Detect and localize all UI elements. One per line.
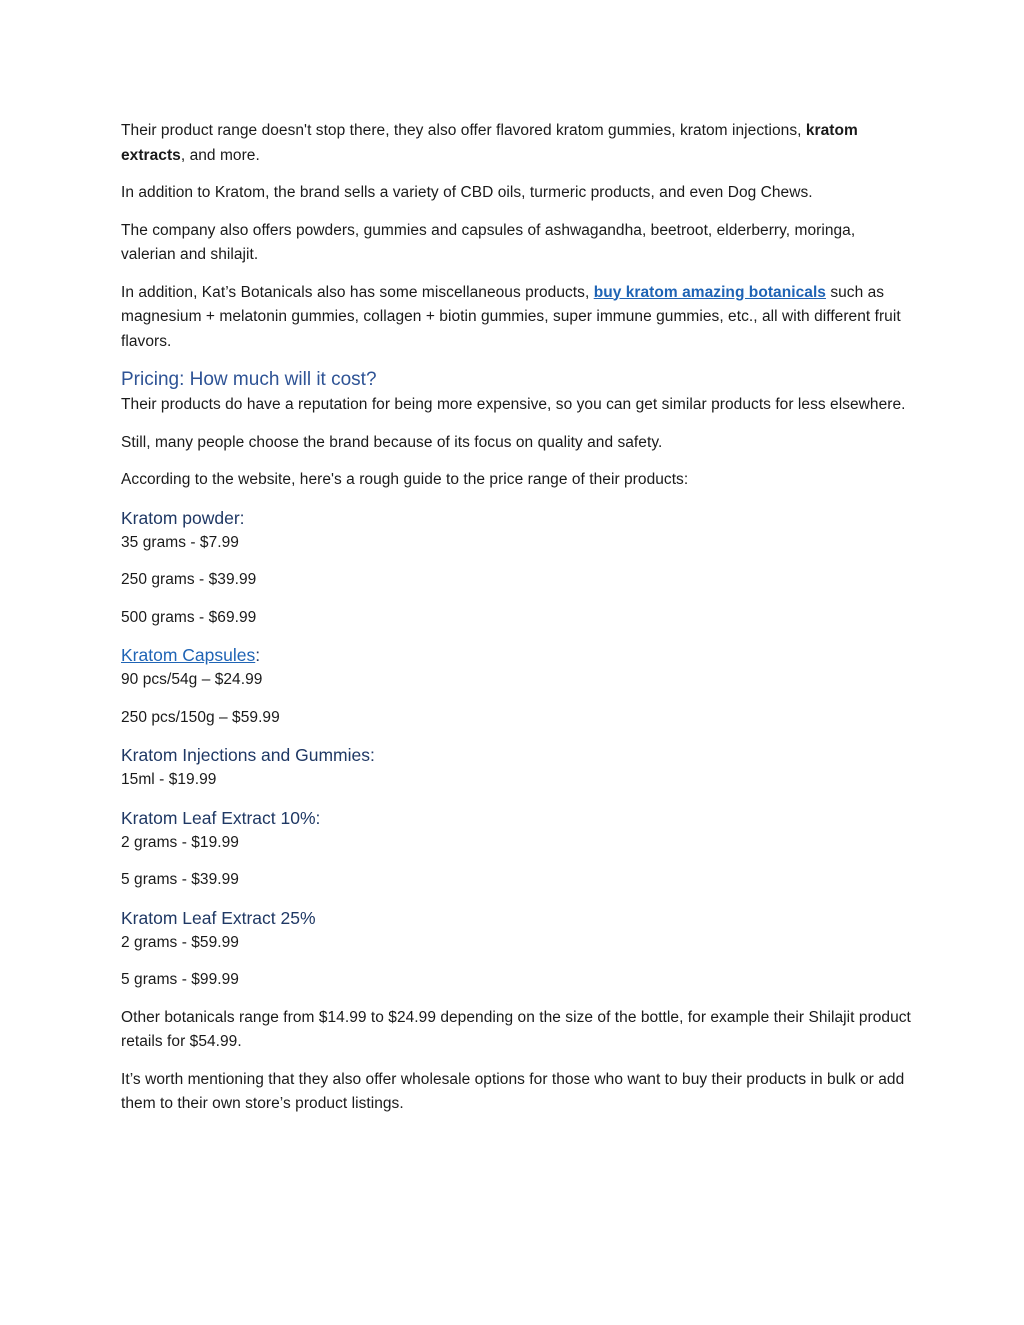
price-item: 2 grams - $19.99 (121, 833, 239, 851)
price-item: 250 pcs/150g – $59.99 (121, 708, 280, 726)
intro-paragraph-3: The company also offers powders, gummies and capsules of ashwagandha, beetroot, elderberry, moringa, valerian and shilajit. (121, 221, 856, 263)
document-page (121, 119, 911, 1130)
kratom-extract-10-heading: Kratom Leaf Extract 10%: (121, 807, 321, 828)
intro-text-4a: In addition, Kat’s Botanicals also has some miscellaneous products, (121, 283, 594, 301)
price-item: 15ml - $19.99 (121, 771, 217, 788)
buy-kratom-link[interactable]: buy kratom amazing botanicals (593, 283, 826, 301)
intro-paragraph-1 (121, 119, 911, 168)
price-item: 5 grams - $99.99 (121, 971, 239, 988)
intro-text-4b: such as magnesium + melatonin gummies, collagen + biotin gummies, super immune gummies, etc., all with different fruit flavors. (121, 283, 901, 350)
kratom-injections-heading: Kratom Injections and Gummies: (121, 745, 375, 765)
pricing-heading: Pricing: How much will it cost? (121, 369, 377, 390)
intro-text-1a: Their product range doesn't stop there, they also offer flavored kratom gummies, kratom injections, (121, 122, 806, 139)
kratom-extracts-bold: kratom extracts (121, 122, 858, 164)
price-item: 90 pcs/54g – $24.99 (121, 671, 263, 688)
closing-paragraph-1: Other botanicals range from $14.99 to $24.99 depending on the size of the bottle, for example their Shilajit product retails for $54.99. (121, 1008, 911, 1050)
kratom-powder-heading: Kratom powder: (121, 507, 245, 528)
price-item: 35 grams - $7.99 (121, 533, 239, 551)
intro-paragraph-2: In addition to Kratom, the brand sells a variety of CBD oils, turmeric products, and even Dog Chews. (121, 184, 813, 201)
intro-text-1b: , and more. (180, 146, 260, 164)
price-item: 2 grams - $59.99 (121, 933, 239, 951)
price-item: 500 grams - $69.99 (121, 608, 257, 626)
pricing-paragraph-2: Still, many people choose the brand because of its focus on quality and safety. (121, 433, 663, 451)
kratom-capsules-heading (121, 643, 911, 668)
kratom-extract-25-heading: Kratom Leaf Extract 25% (121, 907, 316, 928)
intro-paragraph-4 (121, 281, 911, 355)
pricing-paragraph-3: According to the website, here's a rough guide to the price range of their products: (121, 471, 689, 488)
capsules-heading-suffix: : (255, 645, 261, 665)
pricing-paragraph-1: Their products do have a reputation for being more expensive, so you can get similar products for less elsewhere. (121, 396, 906, 413)
price-item: 250 grams - $39.99 (121, 571, 257, 588)
price-item: 5 grams - $39.99 (121, 871, 239, 888)
kratom-capsules-link[interactable]: Kratom Capsules (121, 645, 256, 665)
closing-paragraph-2: It’s worth mentioning that they also offer wholesale options for those who want to buy their products in bulk or add them to their own store’s product listings. (121, 1070, 905, 1112)
